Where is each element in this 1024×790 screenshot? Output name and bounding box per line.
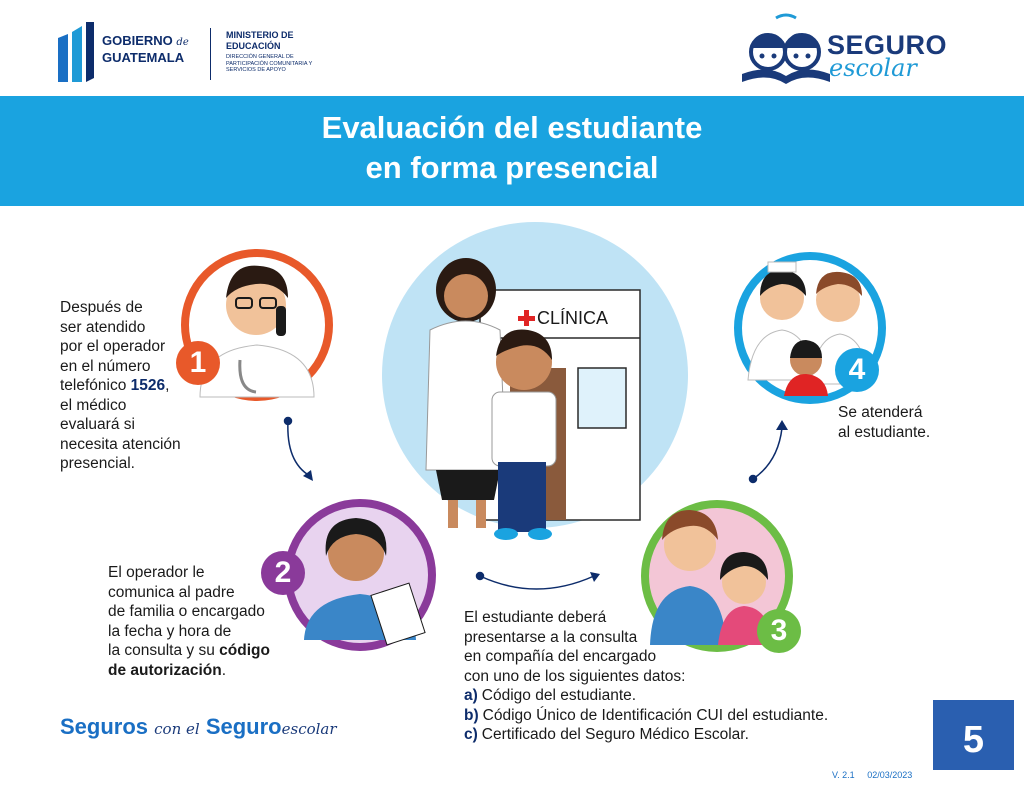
list-letter: c) (464, 726, 478, 743)
step2-line: de familia o encargado (108, 603, 265, 620)
brand-subtitle: escolar (829, 54, 917, 82)
step1-line: presencial. (60, 455, 135, 472)
version-info (832, 770, 912, 780)
step3-badge: 3 (757, 609, 801, 653)
step1-line: el médico (60, 396, 127, 414)
slogan-seguro: Seguro (205, 714, 282, 739)
list-item (464, 706, 828, 726)
step3-line: El estudiante deberá (464, 609, 607, 626)
ministry-line1: MINISTERIO DE (226, 30, 294, 40)
step4-line: Se atenderá (838, 404, 923, 421)
step1-line: ser atendido (60, 318, 146, 336)
step3-line: en compañía del encargado (464, 648, 657, 665)
list-text: Certificado del Seguro Médico Escolar. (481, 726, 749, 743)
step2-line: la fecha y hora de (108, 622, 232, 640)
list-letter: a) (464, 687, 478, 704)
auth-code-bold2: de autorización (108, 661, 222, 679)
phone-suffix: , (165, 377, 170, 394)
step2-period: . (221, 661, 226, 679)
step1-phone-line (60, 376, 181, 396)
step2-last-prefix: la consulta y su (108, 642, 220, 659)
phone-prefix: telefónico (60, 377, 131, 394)
slogan-con-el: con el (154, 720, 200, 738)
ministry-subtitle: DIRECCIÓN GENERAL DE PARTICIPACIÓN COMUNITARIA Y SERVICIOS DE APOYO (226, 54, 313, 73)
step2-line (108, 661, 270, 681)
slogan-seguros: Seguros (60, 714, 149, 739)
ministry-line2: EDUCACIÓN (226, 41, 281, 51)
auth-code-bold1: código (219, 642, 270, 659)
step1-line: evaluará si (60, 416, 135, 433)
step1-line: Después de (60, 299, 143, 316)
version: V. 2.1 (832, 770, 855, 780)
clinic-illustration (382, 222, 688, 540)
step2-text (108, 563, 270, 680)
step2-illustration (288, 503, 432, 647)
step1-line: por el operador (60, 338, 166, 355)
step2-badge: 2 (261, 551, 305, 595)
phone-number: 1526 (130, 377, 166, 394)
step3-line: presentarse a la consulta (464, 628, 638, 646)
date: 02/03/2023 (867, 770, 913, 780)
step4-badge: 4 (835, 348, 879, 392)
list-item (464, 686, 828, 706)
list-text: Código del estudiante. (481, 687, 637, 704)
step2-line: comunica al padre (108, 583, 235, 601)
gov-line2: GUATEMALA (102, 50, 185, 65)
step4-text (838, 403, 930, 442)
step1-line: en el número (60, 357, 151, 375)
step4-line: al estudiante. (838, 423, 931, 441)
step3-text (464, 608, 828, 745)
step2-line: El operador le (108, 564, 205, 581)
slogan-escolar: escolar (281, 720, 337, 738)
page-number: 5 (933, 700, 1014, 770)
title-line2: en forma presencial (365, 150, 659, 185)
brand-title: SEGURO (827, 30, 948, 60)
title-line1: Evaluación del estudiante (321, 110, 703, 145)
gov-line1: GOBIERNO (102, 33, 173, 48)
list-text: Código Único de Identificación CUI del estudiante. (482, 706, 829, 724)
footer-slogan (60, 714, 337, 740)
gov-de: de (176, 37, 189, 48)
list-letter: b) (464, 706, 479, 724)
step1-text (60, 298, 181, 474)
list-item (464, 725, 828, 745)
step2-line (108, 641, 270, 661)
step1-line: necesita atención (60, 435, 181, 453)
clinic-sign: CLÍNICA (537, 308, 609, 328)
step3-line: con uno de los siguientes datos: (464, 667, 686, 685)
step1-badge: 1 (176, 341, 220, 385)
